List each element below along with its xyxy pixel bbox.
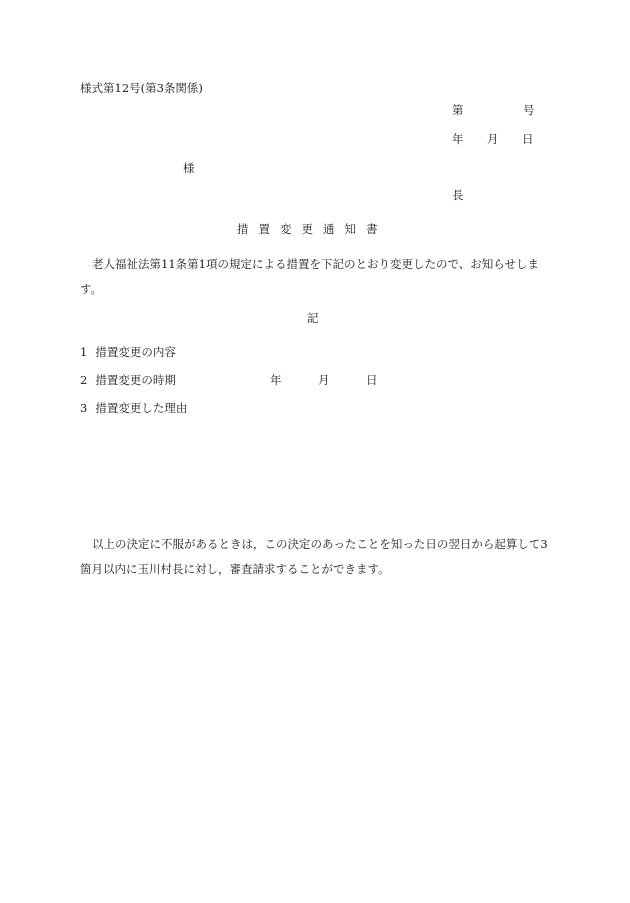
- item-number: 1: [80, 345, 88, 359]
- appeal-paragraph: 以上の決定に不服があるときは，この決定のあったことを知った日の翌日から起算して3箇月以内に玉川村長に対し，審査請求することができます。: [80, 537, 548, 576]
- document-title: 措置変更通知書: [237, 222, 388, 236]
- item2-month: 月: [318, 373, 330, 387]
- date-day: 日: [522, 132, 534, 146]
- ki-heading: 記: [307, 311, 319, 325]
- number-prefix: 第: [452, 103, 464, 117]
- list-item: [80, 347, 176, 359]
- item2-day: 日: [366, 373, 378, 387]
- date-month: 月: [487, 132, 499, 146]
- item-label: 措置変更の内容: [95, 345, 176, 359]
- issuer-title: 長: [452, 188, 464, 202]
- intro-paragraph: 老人福祉法第11条第1項の規定による措置を下記のとおり変更したので、お知らせします。: [80, 257, 539, 296]
- form-label: 様式第12号(第3条関係): [80, 81, 203, 95]
- list-item: [80, 403, 187, 415]
- item2-year: 年: [270, 373, 282, 387]
- item-number: 3: [80, 401, 88, 415]
- item-label: 措置変更した理由: [95, 401, 188, 415]
- number-suffix: 号: [523, 103, 535, 117]
- recipient-honorific: 様: [183, 161, 195, 175]
- date-year: 年: [452, 132, 464, 146]
- item-label: 措置変更の時期: [95, 373, 176, 387]
- item-number: 2: [80, 373, 88, 387]
- list-item: [80, 375, 176, 387]
